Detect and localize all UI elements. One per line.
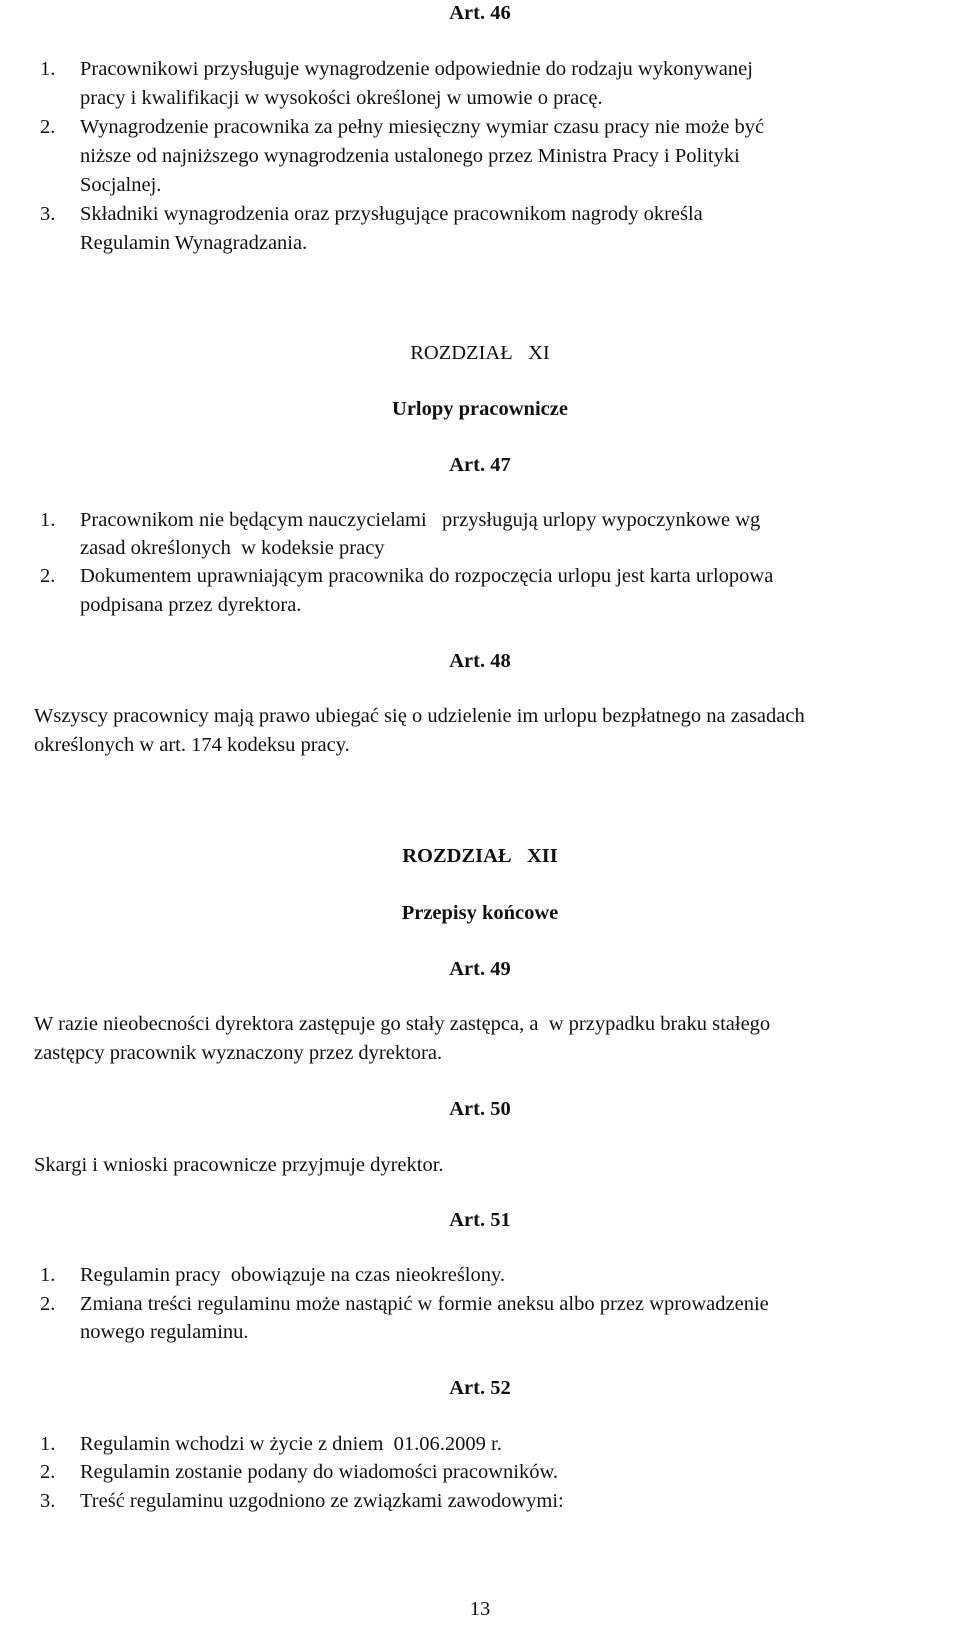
- art46-item2-line2: niższe od najniższego wynagrodzenia ustalonego przez Ministra Pracy i Polityki: [80, 145, 740, 167]
- art52-item3-line1: Treść regulaminu uzgodniono ze związkami zawodowymi:: [80, 1490, 564, 1512]
- art51-item2-line2: nowego regulaminu.: [80, 1321, 249, 1343]
- chapter-xi-subtitle: Urlopy pracownicze: [392, 398, 568, 420]
- art52-item1-number: 1.: [40, 1433, 56, 1455]
- art51-item2-number: 2.: [40, 1293, 56, 1315]
- chapter-xii-subtitle: Przepisy końcowe: [401, 902, 559, 924]
- art48-heading: Art. 48: [449, 650, 511, 672]
- art47-item1-number: 1.: [40, 509, 56, 531]
- page-number: 13: [469, 1598, 491, 1620]
- art46-item3-line2: Regulamin Wynagradzania.: [80, 232, 308, 254]
- art51-item1-line1: Regulamin pracy obowiązuje na czas nieokreślony.: [80, 1264, 506, 1286]
- art47-item1-line2: zasad określonych w kodeksie pracy: [80, 537, 385, 559]
- art52-item1-line1: Regulamin wchodzi w życie z dniem 01.06.2009 r.: [80, 1433, 502, 1455]
- art46-item2-line1: Wynagrodzenie pracownika za pełny miesięczny wymiar czasu pracy nie może być: [80, 116, 765, 138]
- art49-heading: Art. 49: [449, 958, 511, 980]
- art47-item2-line1: Dokumentem uprawniającym pracownika do rozpoczęcia urlopu jest karta urlopowa: [80, 565, 774, 587]
- art52-item2-line1: Regulamin zostanie podany do wiadomości pracowników.: [80, 1461, 559, 1483]
- art47-item2-number: 2.: [40, 565, 56, 587]
- art49-line1: W razie nieobecności dyrektora zastępuje go stały zastępca, a w przypadku braku stałego: [34, 1013, 771, 1035]
- art50-line1: Skargi i wnioski pracownicze przyjmuje dyrektor.: [34, 1154, 444, 1176]
- art48-line1: Wszyscy pracownicy mają prawo ubiegać się o udzielenie im urlopu bezpłatnego na zasadach: [34, 705, 805, 727]
- art46-item3-number: 3.: [40, 203, 56, 225]
- art50-heading: Art. 50: [449, 1098, 511, 1120]
- art48-line2: określonych w art. 174 kodeksu pracy.: [34, 734, 350, 756]
- art46-item1-line2: pracy i kwalifikacji w wysokości określonej w umowie o pracę.: [80, 87, 603, 109]
- art51-item1-number: 1.: [40, 1264, 56, 1286]
- art47-item1-line1: Pracownikom nie będącym nauczycielami przysługują urlopy wypoczynkowe wg: [80, 509, 761, 531]
- art47-heading: Art. 47: [449, 454, 511, 476]
- art52-item2-number: 2.: [40, 1461, 56, 1483]
- art49-line2: zastępcy pracownik wyznaczony przez dyrektora.: [34, 1042, 443, 1064]
- art46-item3-line1: Składniki wynagrodzenia oraz przysługujące pracownikom nagrody określa: [80, 203, 703, 225]
- art51-item2-line1: Zmiana treści regulaminu może nastąpić w formie aneksu albo przez wprowadzenie: [80, 1293, 769, 1315]
- chapter-xii-title: ROZDZIAŁ XII: [402, 845, 558, 867]
- art46-heading: Art. 46: [449, 2, 511, 24]
- art46-item2-number: 2.: [40, 116, 56, 138]
- art51-heading: Art. 51: [449, 1209, 511, 1231]
- art52-heading: Art. 52: [449, 1377, 511, 1399]
- chapter-xi-title: ROZDZIAŁ XI: [410, 342, 550, 364]
- art47-item2-line2: podpisana przez dyrektora.: [80, 594, 302, 616]
- art46-item2-line3: Socjalnej.: [80, 174, 162, 196]
- art52-item3-number: 3.: [40, 1490, 56, 1512]
- art46-item1-number: 1.: [40, 58, 56, 80]
- art46-item1-line1: Pracownikowi przysługuje wynagrodzenie odpowiednie do rodzaju wykonywanej: [80, 58, 753, 80]
